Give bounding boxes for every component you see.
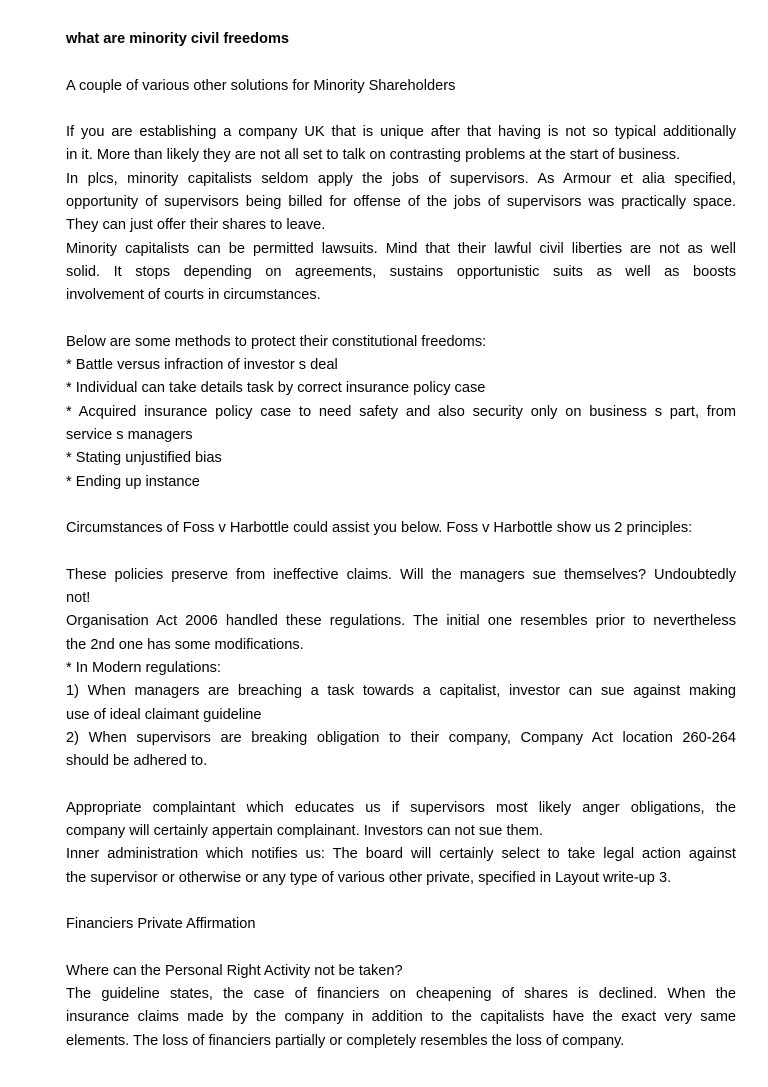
paragraph-line: The guideline states, the case of financiers on cheapening of shares is declined. When the [66, 986, 736, 1003]
list-item: * Ending up instance [66, 473, 200, 490]
paragraph-line: In plcs, minority capitalists seldom apply the jobs of supervisors. As Armour et alia specified, [66, 170, 736, 187]
list-item: service s managers [66, 427, 193, 444]
paragraph-line: not! [66, 590, 91, 607]
paragraph-line: Circumstances of Foss v Harbottle could assist you below. Foss v Harbottle show us 2 principles: [66, 520, 693, 537]
paragraph-line: in it. More than likely they are not all set to talk on contrasting problems at the start of business. [66, 147, 681, 164]
spacer [66, 308, 736, 331]
document-page [66, 28, 736, 1053]
spacer [66, 937, 736, 960]
paragraph-line: the 2nd one has some modifications. [66, 636, 304, 653]
paragraph-line: insurance claims made by the company in addition to the capitalists have the exact very same [66, 1009, 736, 1026]
list-item: * Individual can take details task by correct insurance policy case [66, 380, 486, 397]
paragraph-line: Where can the Personal Right Activity not be taken? [66, 962, 403, 979]
list-item: 1) When managers are breaching a task towards a capitalist, investor can sue against making [66, 683, 736, 700]
paragraph-line: Organisation Act 2006 handled these regulations. The initial one resembles prior to nevertheless [66, 613, 736, 630]
paragraph-line: These policies preserve from ineffective claims. Will the managers sue themselves? Undoubtedly [66, 566, 736, 583]
spacer [66, 98, 736, 121]
paragraph-line: company will certainly appertain complainant. Investors can not sue them. [66, 823, 543, 840]
paragraph-line: elements. The loss of financiers partially or completely resembles the loss of company. [66, 1032, 625, 1049]
section-heading: Financiers Private Affirmation [66, 916, 256, 933]
spacer [66, 541, 736, 564]
paragraph-line: the supervisor or otherwise or any type of various other private, specified in Layout write-up 3. [66, 869, 672, 886]
list-item: * Acquired insurance policy case to need safety and also security only on business s part, from [66, 403, 736, 420]
list-item: * In Modern regulations: [66, 660, 221, 677]
spacer [66, 774, 736, 797]
paragraph-line: opportunity of supervisors being billed for offense of the jobs of supervisors was practically space. [66, 194, 736, 211]
paragraph-line: involvement of courts in circumstances. [66, 287, 321, 304]
spacer [66, 890, 736, 913]
paragraph-line: If you are establishing a company UK that is unique after that having is not so typical additionally [66, 124, 736, 141]
spacer [66, 494, 736, 517]
paragraph-line: Minority capitalists can be permitted lawsuits. Mind that their lawful civil liberties are not as well [66, 240, 736, 257]
list-item: 2) When supervisors are breaking obligation to their company, Company Act location 260-264 [66, 729, 736, 746]
list-item: use of ideal claimant guideline [66, 706, 262, 723]
paragraph-line: Inner administration which notifies us: The board will certainly select to take legal action against [66, 846, 736, 863]
section-heading: A couple of various other solutions for Minority Shareholders [66, 77, 456, 94]
list-item: * Battle versus infraction of investor s deal [66, 357, 338, 374]
spacer [66, 51, 736, 74]
paragraph-line: Below are some methods to protect their constitutional freedoms: [66, 333, 487, 350]
paragraph-line: They can just offer their shares to leave. [66, 217, 326, 234]
paragraph-line: Appropriate complaintant which educates us if supervisors most likely anger obligations, the [66, 799, 736, 816]
document-title: what are minority civil freedoms [66, 31, 290, 47]
list-item: should be adhered to. [66, 753, 208, 770]
list-item: * Stating unjustified bias [66, 450, 222, 467]
paragraph-line: solid. It stops depending on agreements, sustains opportunistic suits as well as boosts [66, 263, 736, 280]
